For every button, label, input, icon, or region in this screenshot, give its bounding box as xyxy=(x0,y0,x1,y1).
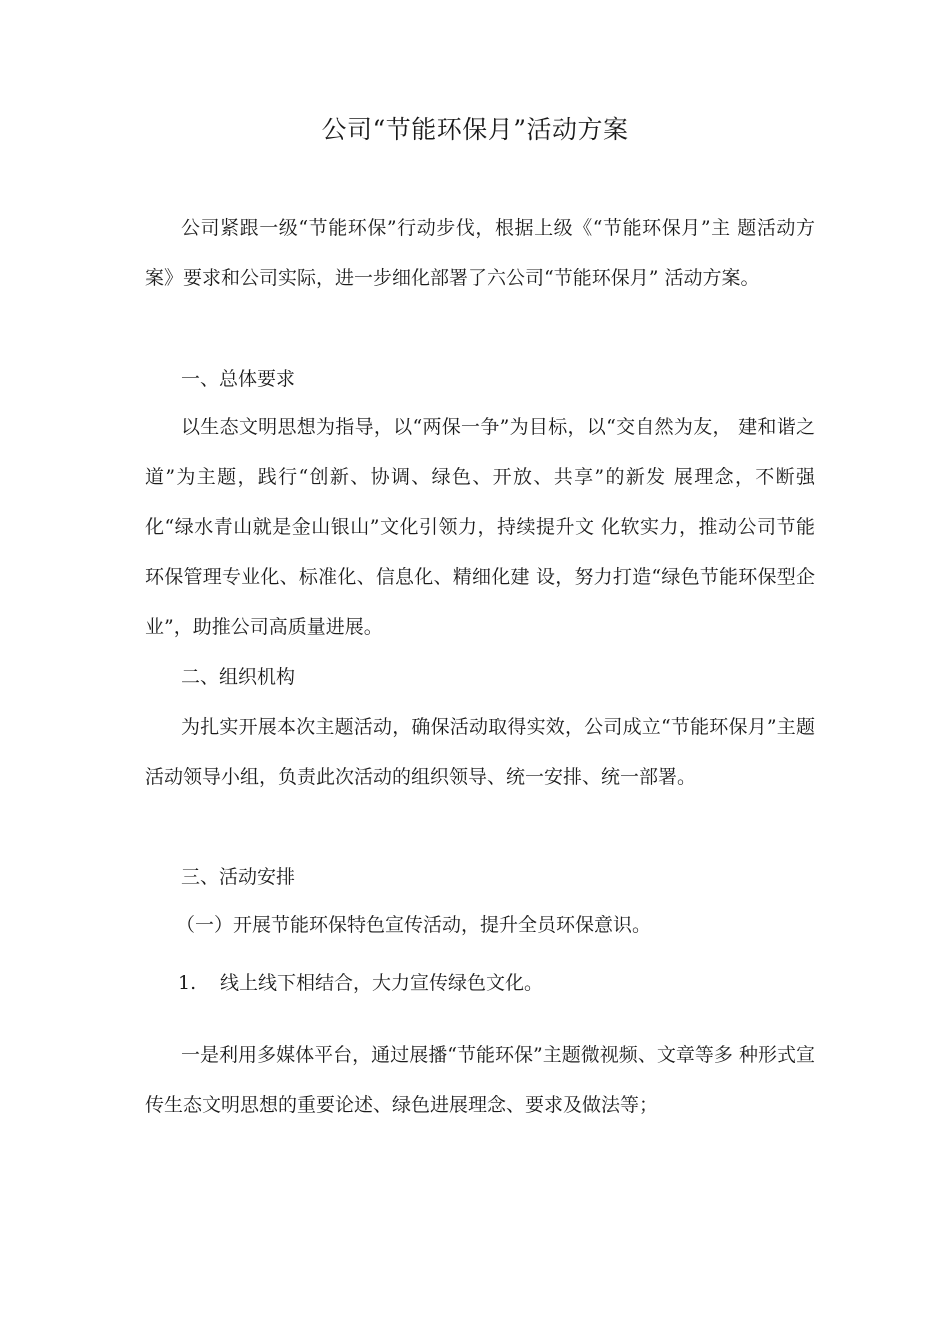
section-heading-general-requirements: 一、总体要求 xyxy=(181,368,296,390)
general-requirements-paragraph: 以生态文明思想为指导，以“两保一争”为目标，以“交自然为友， 建和谐之道”为主题，践行“创新、协调、绿色、开放、共享”的新发 展理念，不断强化“绿水青山就是金山银山”文化引领力，持续提升文 化软实力，推动公司节能环保管理专业化、标准化、信息化、精细化建 设，努力打造“绿色节能环保型企业”，助推公司高质量进展。 xyxy=(145,416,815,638)
item-number: 1. xyxy=(178,972,197,994)
section-heading-organization: 二、组织机构 xyxy=(181,666,296,688)
organization-paragraph: 为扎实开展本次主题活动，确保活动取得实效，公司成立“节能环保月”主题活动领导小组，负责此次活动的组织领导、统一安排、统一部署。 xyxy=(145,716,815,788)
intro-paragraph: 公司紧跟一级“节能环保”行动步伐，根据上级《“节能环保月”主 题活动方案》要求和公司实际，进一步细化部署了六公司“节能环保月” 活动方案。 xyxy=(145,217,815,289)
document-title: 公司“节能环保月”活动方案 xyxy=(321,115,629,144)
section-heading-activity-arrangement: 三、活动安排 xyxy=(181,866,296,888)
numbered-item-1 xyxy=(178,968,543,998)
item-text: 线上线下相结合，大力宣传绿色文化。 xyxy=(220,972,544,994)
subsection-heading-publicity: （一）开展节能环保特色宣传活动，提升全员环保意识。 xyxy=(176,914,652,936)
publicity-paragraph: 一是利用多媒体平台，通过展播“节能环保”主题微视频、文章等多 种形式宣传生态文明思想的重要论述、绿色进展理念、要求及做法等； xyxy=(145,1044,815,1116)
